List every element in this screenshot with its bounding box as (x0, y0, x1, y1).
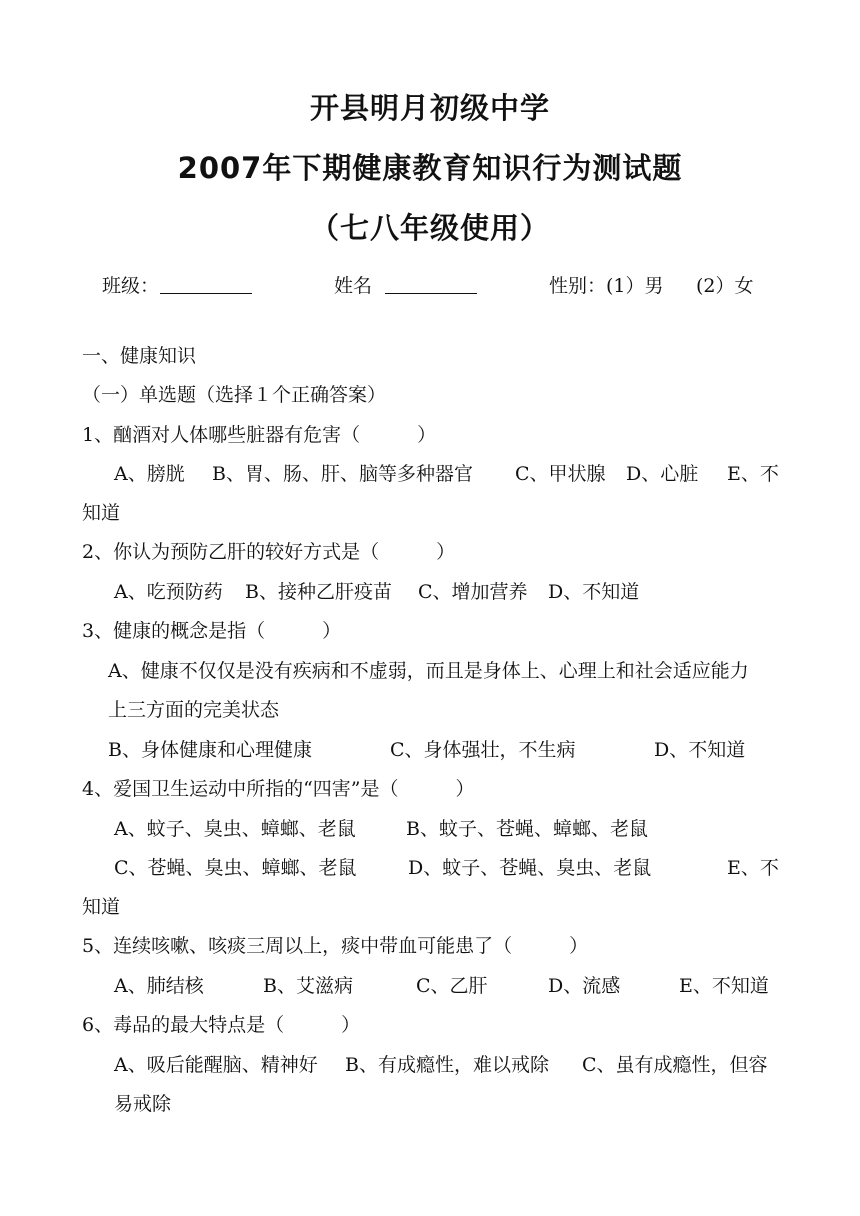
question-text: 1、酗酒对人体哪些脏器有危害（ ） (82, 424, 437, 446)
option-d: D、蚊子、苍蝇、臭虫、老鼠 (408, 857, 652, 879)
name-label: 姓名 (334, 275, 373, 297)
question-text: 6、毒品的最大特点是（ ） (82, 1014, 361, 1036)
option-c: C、甲状腺 (515, 463, 606, 485)
option-c: C、乙肝 (416, 975, 488, 997)
option-b: B、接种乙肝疫苗 (245, 581, 392, 603)
name-blank[interactable] (385, 274, 477, 298)
grade-note: （七八年级使用） (309, 211, 550, 245)
gender-option-female: (2）女 (696, 275, 754, 297)
class-label: 班级： (102, 275, 160, 297)
option-b: B、胃、肠、肝、脑等多种器官 (212, 463, 473, 485)
option-e: E、不 (727, 857, 779, 879)
option-e: E、不知道 (679, 975, 769, 997)
option-b: B、蚊子、苍蝇、蟑螂、老鼠 (406, 818, 648, 840)
option-b: B、有成瘾性，难以戒除 (345, 1054, 549, 1076)
option-b: B、身体健康和心理健康 (108, 739, 312, 761)
option-d: D、心脏 (626, 463, 699, 485)
option-a: A、吸后能醒脑、精神好 (114, 1054, 318, 1076)
option-a: A、肺结核 (114, 975, 204, 997)
option-wrap: 易戒除 (114, 1093, 172, 1115)
gender-label: 性别：(1）男 (549, 275, 664, 297)
option-d: D、不知道 (548, 581, 640, 603)
option-c: C、苍蝇、臭虫、蟑螂、老鼠 (114, 857, 357, 879)
section-subheading: （一）单选题（选择１个正确答案） (82, 384, 387, 406)
school-name: 开县明月初级中学 (309, 91, 550, 125)
option-d: D、不知道 (654, 739, 746, 761)
option-a: A、健康不仅仅是没有疾病和不虚弱，而且是身体上、心理上和社会适应能力 (108, 660, 749, 682)
exam-title: 2007年下期健康教育知识行为测试题 (177, 151, 683, 185)
option-wrap: 知道 (82, 502, 121, 524)
question-text: 5、连续咳嗽、咳痰三周以上，痰中带血可能患了（ ） (82, 935, 589, 957)
option-a-continued: 上三方面的完美状态 (108, 699, 280, 721)
class-blank[interactable] (160, 274, 252, 298)
option-c: C、身体强壮，不生病 (390, 739, 576, 761)
option-b: B、艾滋病 (263, 975, 353, 997)
option-d: D、流感 (548, 975, 621, 997)
question-text: 2、你认为预防乙肝的较好方式是（ ） (82, 541, 456, 563)
option-a: A、膀胱 (114, 463, 185, 485)
option-e: E、不 (727, 463, 779, 485)
section-heading: 一、健康知识 (82, 345, 197, 367)
question-text: 3、健康的概念是指（ ） (82, 620, 342, 642)
option-c: C、增加营养 (418, 581, 528, 603)
option-wrap: 知道 (82, 896, 121, 918)
option-a: A、蚊子、臭虫、蟑螂、老鼠 (114, 818, 356, 840)
question-text: 4、爱国卫生运动中所指的“四害”是（ ） (82, 778, 475, 800)
option-a: A、吃预防药 (114, 581, 223, 603)
option-c: C、虽有成瘾性，但容 (582, 1054, 768, 1076)
